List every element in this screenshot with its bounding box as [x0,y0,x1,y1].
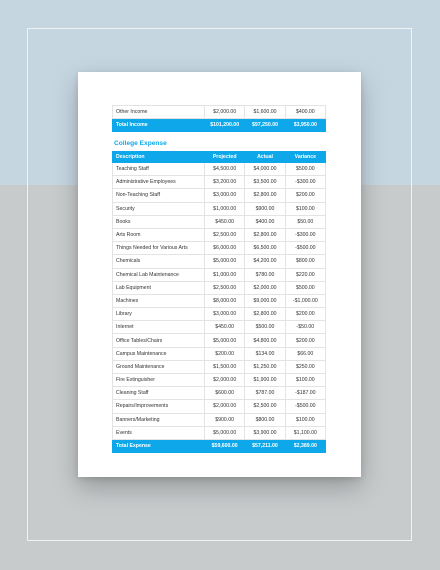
cell-projected: $900.00 [205,413,245,426]
cell-variance: $200.00 [285,189,325,202]
cell-actual: $3,500.00 [245,176,285,189]
cell-actual: $3,900.00 [245,426,285,439]
cell-actual: $9,000.00 [245,294,285,307]
table-row [113,347,326,360]
document-page [78,72,361,477]
cell-description: Lab Equipment [113,281,205,294]
cell-actual: $4,000.00 [245,163,285,176]
cell-description: Events [113,426,205,439]
table-row [113,255,326,268]
cell-variance: -$500.00 [285,400,325,413]
cell-description: Teaching Staff [113,163,205,176]
total-row [113,119,326,132]
table-row [113,387,326,400]
cell-description: Machines [113,294,205,307]
table-header-row [113,152,326,163]
cell-projected: $450.00 [205,321,245,334]
cell-variance: -$500.00 [285,242,325,255]
table-row [113,189,326,202]
cell-variance: $800.00 [285,255,325,268]
cell-description: Arts Room [113,228,205,241]
cell-description: Office Tables/Chairs [113,334,205,347]
header-actual: Actual [245,152,285,163]
cell-variance: $100.00 [285,413,325,426]
cell-actual: $2,800.00 [245,228,285,241]
cell-variance: $2,389.00 [285,439,325,452]
table-row [113,334,326,347]
cell-variance: -$187.00 [285,387,325,400]
total-row [113,439,326,452]
cell-variance: $66.00 [285,347,325,360]
cell-projected: $1,000.00 [205,268,245,281]
cell-actual: $500.00 [245,321,285,334]
cell-description: Other Income [113,106,205,119]
cell-description: Non-Teaching Staff [113,189,205,202]
table-row [113,281,326,294]
table-row [113,106,326,119]
cell-actual: $4,800.00 [245,334,285,347]
cell-variance: $50.00 [285,215,325,228]
cell-actual: $4,200.00 [245,255,285,268]
table-row [113,294,326,307]
cell-projected: $2,500.00 [205,228,245,241]
cell-variance: $100.00 [285,374,325,387]
cell-variance: $400.00 [285,106,325,119]
table-row [113,242,326,255]
cell-description: Library [113,308,205,321]
table-row [113,163,326,176]
table-row [113,400,326,413]
cell-variance: $200.00 [285,334,325,347]
cell-variance: $100.00 [285,202,325,215]
cell-description: Chemicals [113,255,205,268]
cell-actual: $1,900.00 [245,374,285,387]
cell-variance: $500.00 [285,163,325,176]
cell-description: Total Income [113,119,205,132]
cell-description: Cleaning Staff [113,387,205,400]
cell-projected: $3,200.00 [205,176,245,189]
cell-projected: $8,000.00 [205,294,245,307]
header-description: Description [113,152,205,163]
cell-actual: $780.00 [245,268,285,281]
cell-projected: $4,500.00 [205,163,245,176]
cell-actual: $2,800.00 [245,189,285,202]
cell-projected: $2,000.00 [205,400,245,413]
table-row [113,426,326,439]
cell-actual: $57,211.00 [245,439,285,452]
cell-variance: $3,950.00 [285,119,325,132]
cell-variance: $500.00 [285,281,325,294]
cell-projected: $101,200.00 [205,119,245,132]
cell-projected: $1,000.00 [205,202,245,215]
cell-projected: $450.00 [205,215,245,228]
income-table [112,105,326,132]
cell-actual: $900.00 [245,202,285,215]
cell-description: Ground Maintenance [113,360,205,373]
cell-variance: $200.00 [285,308,325,321]
cell-projected: $59,600.00 [205,439,245,452]
cell-actual: $787.00 [245,387,285,400]
cell-projected: $3,000.00 [205,308,245,321]
cell-description: Repairs/Improvements [113,400,205,413]
header-variance: Variance [285,152,325,163]
cell-projected: $2,000.00 [205,374,245,387]
cell-description: Total Expense [113,439,205,452]
cell-actual: $134.00 [245,347,285,360]
cell-variance: -$300.00 [285,176,325,189]
cell-actual: $2,000.00 [245,281,285,294]
cell-projected: $200.00 [205,347,245,360]
cell-description: Administrative Employees [113,176,205,189]
cell-variance: $250.00 [285,360,325,373]
cell-description: Books [113,215,205,228]
cell-projected: $2,500.00 [205,281,245,294]
cell-actual: $800.00 [245,413,285,426]
header-projected: Projected [205,152,245,163]
cell-actual: $97,250.00 [245,119,285,132]
cell-actual: $2,500.00 [245,400,285,413]
table-row [113,268,326,281]
section-title: College Expense [114,140,167,147]
cell-projected: $5,000.00 [205,255,245,268]
cell-actual: $6,500.00 [245,242,285,255]
cell-projected: $2,000.00 [205,106,245,119]
table-row [113,176,326,189]
cell-description: Chemical Lab Maintenance [113,268,205,281]
cell-description: Fire Extinguisher [113,374,205,387]
cell-description: Banners/Marketing [113,413,205,426]
table-row [113,374,326,387]
cell-variance: -$50.00 [285,321,325,334]
cell-actual: $1,600.00 [245,106,285,119]
cell-description: Security [113,202,205,215]
cell-actual: $1,250.00 [245,360,285,373]
cell-actual: $2,800.00 [245,308,285,321]
table-row [113,321,326,334]
cell-projected: $1,500.00 [205,360,245,373]
table-row [113,360,326,373]
table-row [113,413,326,426]
cell-variance: $1,100.00 [285,426,325,439]
table-row [113,215,326,228]
cell-description: Campus Maintenance [113,347,205,360]
cell-projected: $600.00 [205,387,245,400]
cell-description: Things Needed for Various Arts [113,242,205,255]
cell-projected: $5,000.00 [205,334,245,347]
table-row [113,202,326,215]
cell-projected: $3,000.00 [205,189,245,202]
cell-variance: $220.00 [285,268,325,281]
cell-variance: -$1,000.00 [285,294,325,307]
table-row [113,228,326,241]
expense-table [112,151,326,453]
cell-actual: $400.00 [245,215,285,228]
cell-variance: -$300.00 [285,228,325,241]
table-row [113,308,326,321]
cell-projected: $5,000.00 [205,426,245,439]
cell-description: Internet [113,321,205,334]
cell-projected: $6,000.00 [205,242,245,255]
